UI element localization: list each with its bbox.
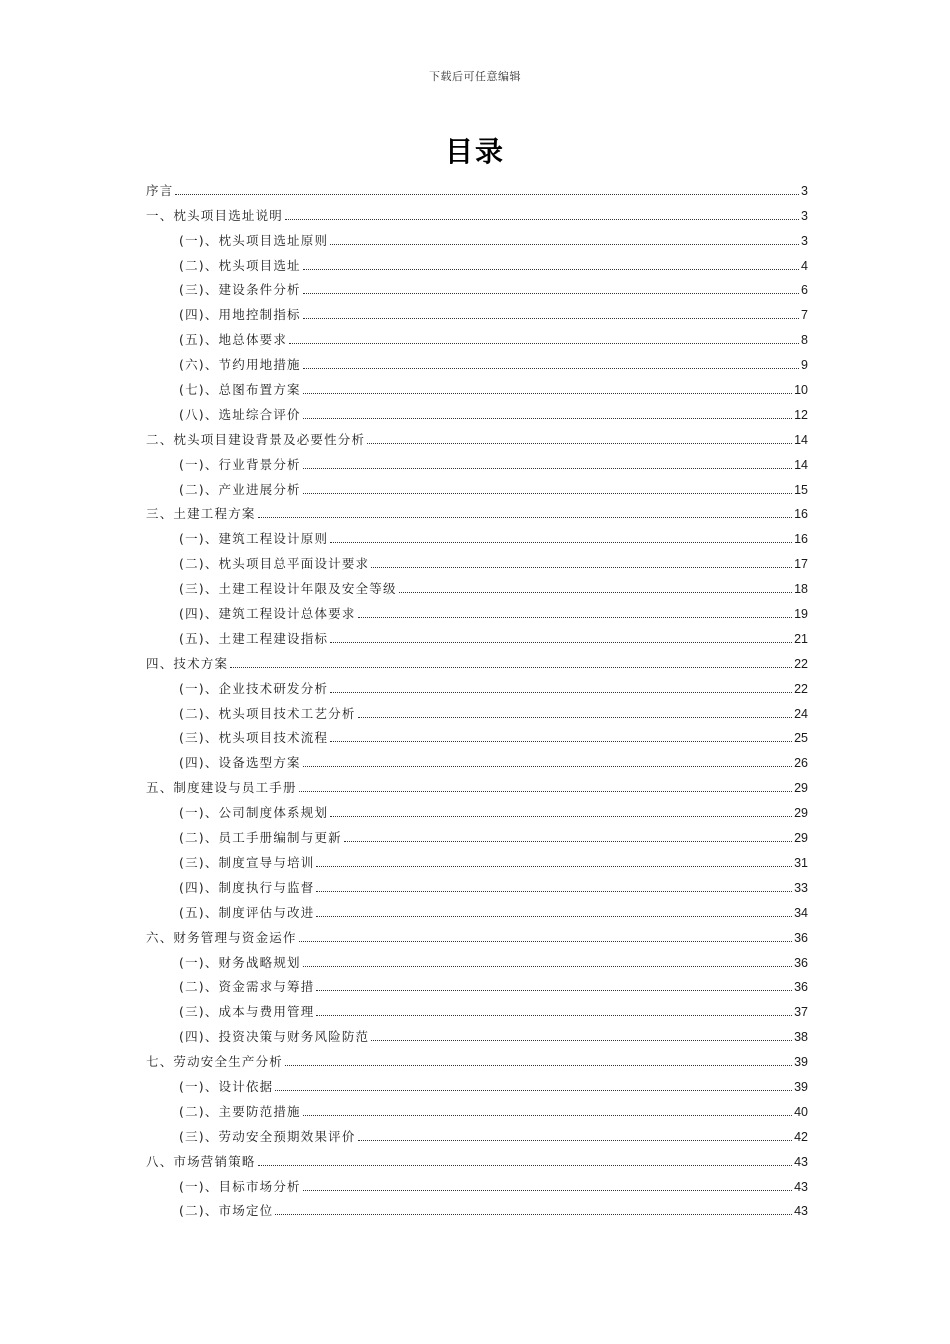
toc-entry-label: (三)、制度宣导与培训	[179, 854, 315, 870]
toc-dot-leader	[330, 741, 792, 742]
toc-dot-leader	[303, 468, 792, 469]
toc-entry[interactable]	[146, 423, 808, 448]
toc-dot-leader	[299, 791, 792, 792]
toc-subentry[interactable]	[146, 846, 808, 871]
toc-entry-page-number: 33	[794, 880, 808, 895]
toc-dot-leader	[258, 1165, 792, 1166]
toc-entry-label: (二)、枕头项目选址	[179, 257, 301, 273]
toc-subentry[interactable]	[146, 323, 808, 348]
toc-dot-leader	[303, 418, 792, 419]
toc-subentry[interactable]	[146, 224, 808, 249]
toc-entry-label: (二)、员工手册编制与更新	[179, 830, 342, 846]
toc-subentry[interactable]	[146, 1170, 808, 1195]
toc-dot-leader	[230, 667, 792, 668]
toc-subentry[interactable]	[146, 448, 808, 473]
toc-entry-page-number: 15	[794, 482, 808, 497]
header-note: 下载后可任意编辑	[429, 70, 521, 83]
toc-entry-page-number: 18	[794, 582, 808, 597]
toc-entry-page-number: 22	[794, 656, 808, 671]
toc-entry-label: (五)、制度评估与改进	[179, 904, 315, 920]
toc-entry-label: (四)、设备选型方案	[179, 755, 301, 771]
toc-dot-leader	[299, 941, 792, 942]
toc-entry-label: (五)、土建工程建设指标	[179, 630, 329, 646]
toc-entry-label: (四)、制度执行与监督	[179, 879, 315, 895]
toc-entry-page-number: 29	[794, 806, 808, 821]
toc-dot-leader	[330, 244, 799, 245]
toc-subentry[interactable]	[146, 1195, 808, 1220]
toc-dot-leader	[316, 1015, 792, 1016]
toc-entry-label: (五)、地总体要求	[179, 332, 288, 348]
toc-entry[interactable]	[146, 199, 808, 224]
toc-entry-page-number: 29	[794, 831, 808, 846]
toc-entry-label: 二、枕头项目建设背景及必要性分析	[146, 431, 366, 447]
toc-entry-page-number: 22	[794, 681, 808, 696]
toc-entry-label: (一)、行业背景分析	[179, 456, 301, 472]
toc-entry-page-number: 36	[794, 955, 808, 970]
toc-entry-label: 七、劳动安全生产分析	[146, 1054, 284, 1070]
toc-entry-page-number: 8	[801, 333, 808, 348]
toc-entry-label: (六)、节约用地措施	[179, 357, 301, 373]
toc-subentry[interactable]	[146, 274, 808, 299]
toc-entry-page-number: 3	[801, 233, 808, 248]
toc-dot-leader	[303, 269, 799, 270]
toc-dot-leader	[285, 219, 799, 220]
toc-dot-leader	[303, 766, 792, 767]
toc-entry-label: (四)、用地控制指标	[179, 307, 301, 323]
toc-dot-leader	[258, 517, 792, 518]
toc-subentry[interactable]	[146, 672, 808, 697]
toc-entry-page-number: 39	[794, 1055, 808, 1070]
toc-entry-label: (一)、公司制度体系规划	[179, 805, 329, 821]
toc-dot-leader	[303, 293, 799, 294]
toc-subentry[interactable]	[146, 1120, 808, 1145]
toc-subentry[interactable]	[146, 995, 808, 1020]
toc-entry-page-number: 4	[801, 258, 808, 273]
toc-dot-leader	[303, 393, 792, 394]
toc-entry-page-number: 25	[794, 731, 808, 746]
toc-entry-page-number: 31	[794, 855, 808, 870]
toc-subentry[interactable]	[146, 971, 808, 996]
toc-dot-leader	[358, 1140, 793, 1141]
toc-subentry[interactable]	[146, 572, 808, 597]
toc-entry-page-number: 43	[794, 1154, 808, 1169]
toc-entry[interactable]	[146, 1145, 808, 1170]
toc-entry-label: 八、市场营销策略	[146, 1153, 256, 1169]
toc-entry-page-number: 26	[794, 756, 808, 771]
toc-subentry[interactable]	[146, 821, 808, 846]
toc-subentry[interactable]	[146, 249, 808, 274]
toc-subentry[interactable]	[146, 946, 808, 971]
page-title: 目录	[444, 135, 505, 168]
toc-entry-label: (二)、枕头项目总平面设计要求	[179, 556, 370, 572]
toc-entry-label: (四)、建筑工程设计总体要求	[179, 606, 356, 622]
toc-entry-page-number: 12	[794, 407, 808, 422]
toc-entry-label: (三)、枕头项目技术流程	[179, 730, 329, 746]
toc-entry-label: (三)、建设条件分析	[179, 282, 301, 298]
toc-entry-page-number: 16	[794, 507, 808, 522]
toc-subentry[interactable]	[146, 473, 808, 498]
toc-entry[interactable]	[146, 498, 808, 523]
toc-entry-label: 五、制度建设与员工手册	[146, 780, 297, 796]
toc-entry-label: 一、枕头项目选址说明	[146, 207, 284, 223]
toc-entry-page-number: 14	[794, 432, 808, 447]
toc-dot-leader	[330, 542, 792, 543]
toc-entry-page-number: 24	[794, 706, 808, 721]
toc-entry[interactable]	[146, 174, 808, 199]
toc-dot-leader	[316, 990, 792, 991]
toc-subentry[interactable]	[146, 1070, 808, 1095]
toc-entry-label: (二)、枕头项目技术工艺分析	[179, 705, 356, 721]
toc-entry-page-number: 9	[801, 358, 808, 373]
table-of-contents	[146, 174, 808, 1219]
toc-dot-leader	[316, 866, 792, 867]
toc-dot-leader	[316, 891, 792, 892]
toc-entry-page-number: 19	[794, 607, 808, 622]
toc-subentry[interactable]	[146, 373, 808, 398]
toc-subentry[interactable]	[146, 547, 808, 572]
toc-entry-page-number: 39	[794, 1079, 808, 1094]
toc-subentry[interactable]	[146, 697, 808, 722]
toc-dot-leader	[275, 1214, 792, 1215]
toc-dot-leader	[330, 816, 792, 817]
toc-entry-page-number: 43	[794, 1204, 808, 1219]
toc-dot-leader	[303, 318, 799, 319]
toc-entry-label: (七)、总图布置方案	[179, 382, 301, 398]
toc-entry-label: (三)、土建工程设计年限及安全等级	[179, 581, 397, 597]
toc-entry-label: 三、土建工程方案	[146, 506, 256, 522]
toc-entry-label: 四、技术方案	[146, 655, 229, 671]
toc-entry-label: (二)、市场定位	[179, 1203, 274, 1219]
toc-entry-label: (一)、目标市场分析	[179, 1178, 301, 1194]
toc-entry-label: (一)、企业技术研发分析	[179, 680, 329, 696]
toc-entry-label: (二)、产业进展分析	[179, 481, 301, 497]
toc-dot-leader	[344, 841, 792, 842]
toc-dot-leader	[303, 493, 792, 494]
toc-entry-page-number: 43	[794, 1179, 808, 1194]
toc-entry-label: 六、财务管理与资金运作	[146, 929, 297, 945]
toc-dot-leader	[303, 1190, 792, 1191]
toc-subentry[interactable]	[146, 522, 808, 547]
toc-dot-leader	[367, 443, 792, 444]
toc-entry-label: (一)、枕头项目选址原则	[179, 232, 329, 248]
toc-subentry[interactable]	[146, 298, 808, 323]
toc-dot-leader	[358, 617, 793, 618]
toc-entry-label: (二)、资金需求与筹措	[179, 979, 315, 995]
toc-subentry[interactable]	[146, 1020, 808, 1045]
toc-entry-page-number: 7	[801, 308, 808, 323]
toc-dot-leader	[371, 1040, 792, 1041]
toc-entry-page-number: 21	[794, 631, 808, 646]
toc-dot-leader	[289, 343, 799, 344]
toc-entry-label: (三)、劳动安全预期效果评价	[179, 1128, 356, 1144]
toc-entry-page-number: 6	[801, 283, 808, 298]
toc-entry-label: (二)、主要防范措施	[179, 1103, 301, 1119]
toc-dot-leader	[303, 1115, 792, 1116]
toc-entry-label: (一)、财务战略规划	[179, 954, 301, 970]
toc-subentry[interactable]	[146, 896, 808, 921]
toc-dot-leader	[330, 692, 792, 693]
toc-entry-page-number: 36	[794, 930, 808, 945]
toc-dot-leader	[303, 966, 792, 967]
toc-entry-page-number: 3	[801, 183, 808, 198]
toc-entry[interactable]	[146, 647, 808, 672]
toc-entry-page-number: 14	[794, 457, 808, 472]
toc-dot-leader	[285, 1065, 792, 1066]
toc-entry-page-number: 36	[794, 980, 808, 995]
toc-entry-label: (四)、投资决策与财务风险防范	[179, 1029, 370, 1045]
toc-entry-page-number: 10	[794, 383, 808, 398]
toc-subentry[interactable]	[146, 597, 808, 622]
toc-subentry[interactable]	[146, 746, 808, 771]
toc-entry-page-number: 34	[794, 905, 808, 920]
toc-entry-page-number: 29	[794, 781, 808, 796]
toc-subentry[interactable]	[146, 348, 808, 373]
toc-entry[interactable]	[146, 921, 808, 946]
toc-entry-label: (八)、选址综合评价	[179, 406, 301, 422]
toc-dot-leader	[358, 717, 793, 718]
toc-subentry[interactable]	[146, 722, 808, 747]
toc-entry[interactable]	[146, 1045, 808, 1070]
toc-entry-label: 序言	[146, 182, 174, 198]
toc-entry-page-number: 16	[794, 532, 808, 547]
toc-dot-leader	[303, 368, 799, 369]
toc-entry[interactable]	[146, 771, 808, 796]
toc-dot-leader	[316, 916, 792, 917]
toc-entry-label: (一)、设计依据	[179, 1078, 274, 1094]
toc-entry-page-number: 42	[794, 1129, 808, 1144]
toc-entry-label: (一)、建筑工程设计原则	[179, 531, 329, 547]
toc-entry-page-number: 37	[794, 1005, 808, 1020]
toc-dot-leader	[371, 567, 792, 568]
toc-dot-leader	[330, 642, 792, 643]
toc-subentry[interactable]	[146, 871, 808, 896]
toc-entry-page-number: 38	[794, 1030, 808, 1045]
toc-subentry[interactable]	[146, 796, 808, 821]
toc-entry-label: (三)、成本与费用管理	[179, 1004, 315, 1020]
toc-dot-leader	[275, 1090, 792, 1091]
toc-subentry[interactable]	[146, 1095, 808, 1120]
toc-dot-leader	[175, 194, 799, 195]
toc-dot-leader	[399, 592, 792, 593]
toc-subentry[interactable]	[146, 622, 808, 647]
toc-entry-page-number: 17	[794, 557, 808, 572]
toc-subentry[interactable]	[146, 398, 808, 423]
toc-entry-page-number: 3	[801, 208, 808, 223]
toc-entry-page-number: 40	[794, 1104, 808, 1119]
